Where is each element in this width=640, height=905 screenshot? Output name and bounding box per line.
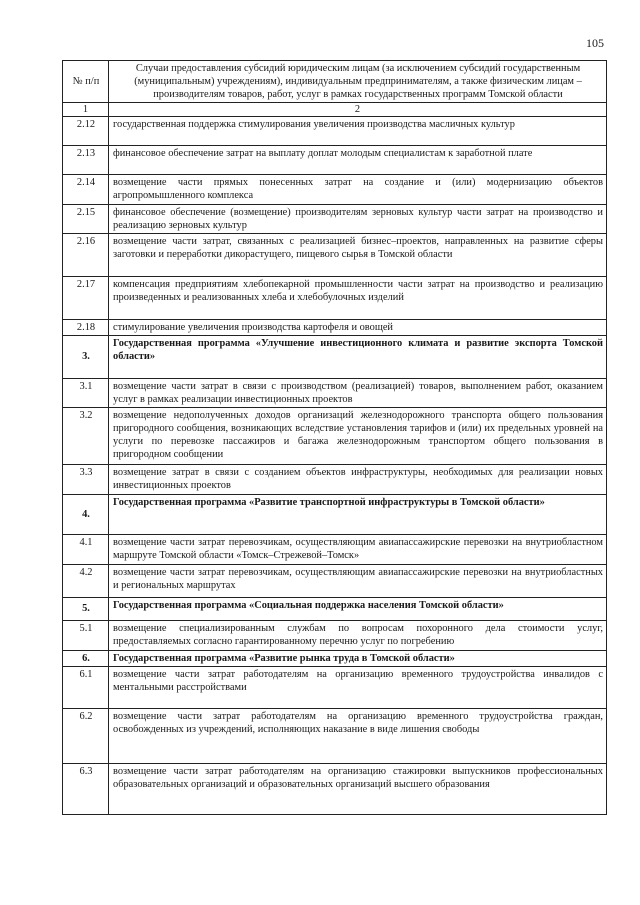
table-row: [63, 233, 607, 276]
header-description-column: Случаи предоставления субсидий юридическим лицам (за исключением субсидий государственным (муниципальным) учреждениям), индивидуальным предпринимателям, а также физическим лицам – производителям товаров, работ, услуг в рамках государственных программ Томской области: [109, 61, 607, 103]
subsidy-case-text: государственная поддержка стимулирования увеличения производства масличных культур: [109, 117, 607, 146]
row-number: 6.2: [63, 709, 109, 764]
subsidy-case-text: возмещение недополученных доходов организаций железнодорожного транспорта общего пользования пригородного сообщения, возникающих вследствие установления тарифов и (или) их предельных уровней на услуги по перевозке пассажиров и багажа железнодорожным транспортом общего пользования в пригородном сообщении: [109, 408, 607, 465]
subsidy-case-text: возмещение части затрат в связи с производством (реализацией) товаров, выполнением работ, оказанием услуг в рамках реализации инвестиционных проектов: [109, 378, 607, 407]
section-row: [63, 651, 607, 667]
subsidy-cases-table: [62, 60, 607, 815]
table-row: [63, 146, 607, 175]
row-number: 6.1: [63, 667, 109, 709]
row-number: 5.: [63, 598, 109, 621]
program-title: Государственная программа «Развитие рынка труда в Томской области»: [109, 651, 607, 667]
subsidy-case-text: возмещение части затрат работодателям на организацию временного трудоустройства граждан, освобожденных из учреждений, исполняющих наказание в виде лишения свободы: [109, 709, 607, 764]
row-number: 2.16: [63, 233, 109, 276]
row-number: 5.1: [63, 621, 109, 651]
row-number: 6.3: [63, 764, 109, 815]
row-number: 4.1: [63, 535, 109, 565]
row-number: 4.2: [63, 565, 109, 598]
column-number-2: 2: [109, 103, 607, 117]
row-number: 2.12: [63, 117, 109, 146]
subsidy-case-text: финансовое обеспечение затрат на выплату доплат молодым специалистам к заработной плате: [109, 146, 607, 175]
table-row: [63, 408, 607, 465]
subsidy-case-text: возмещение специализированным службам по вопросам похоронного дела стоимости услуг, предоставляемых согласно гарантированному перечню услуг по погребению: [109, 621, 607, 651]
subsidy-case-text: возмещение части прямых понесенных затрат на создание и (или) модернизацию объектов агропромышленного комплекса: [109, 175, 607, 204]
table-row: [63, 378, 607, 407]
page-number: 105: [586, 36, 604, 50]
table-row: [63, 276, 607, 319]
row-number: 2.17: [63, 276, 109, 319]
row-number: 3.3: [63, 465, 109, 495]
section-row: [63, 495, 607, 535]
table-row: [63, 204, 607, 233]
row-number: 3.: [63, 335, 109, 378]
row-number: 3.2: [63, 408, 109, 465]
subsidy-case-text: возмещение затрат в связи с созданием объектов инфраструктуры, необходимых для реализации новых инвестиционных проектов: [109, 465, 607, 495]
header-number-column: № п/п: [63, 61, 109, 103]
program-title: Государственная программа «Развитие транспортной инфраструктуры в Томской области»: [109, 495, 607, 535]
table-row: [63, 535, 607, 565]
row-number: 2.15: [63, 204, 109, 233]
table-row: [63, 465, 607, 495]
subsidy-case-text: возмещение части затрат перевозчикам, осуществляющим авиапассажирские перевозки на внутриобластном маршруте Томской области «Томск–Стрежевой–Томск»: [109, 535, 607, 565]
subsidy-case-text: возмещение части затрат, связанных с реализацией бизнес–проектов, направленных на развитие сферы заготовки и переработки дикорастущего, пищевого сырья в Томской области: [109, 233, 607, 276]
row-number: 3.1: [63, 378, 109, 407]
column-number-1: 1: [63, 103, 109, 117]
row-number: 2.14: [63, 175, 109, 204]
row-number: 2.18: [63, 319, 109, 335]
subsidy-case-text: стимулирование увеличения производства картофеля и овощей: [109, 319, 607, 335]
table-row: [63, 667, 607, 709]
row-number: 2.13: [63, 146, 109, 175]
table-row: [63, 117, 607, 146]
subsidy-case-text: финансовое обеспечение (возмещение) производителям зерновых культур части затрат на производство и реализацию зерновых культур: [109, 204, 607, 233]
subsidy-case-text: возмещение части затрат работодателям на организацию стажировки выпускников профессиональных образовательных организаций и образовательных организаций высшего образования: [109, 764, 607, 815]
program-title: Государственная программа «Улучшение инвестиционного климата и развитие экспорта Томской области»: [109, 335, 607, 378]
column-numbers-row: [63, 103, 607, 117]
subsidy-case-text: возмещение части затрат перевозчикам, осуществляющим авиапассажирские перевозки на внутриобластных и региональных маршрутах: [109, 565, 607, 598]
subsidy-case-text: компенсация предприятиям хлебопекарной промышленности части затрат на производство и реализацию произведенных и реализованных хлеба и хлебобулочных изделий: [109, 276, 607, 319]
row-number: 6.: [63, 651, 109, 667]
program-title: Государственная программа «Социальная поддержка населения Томской области»: [109, 598, 607, 621]
table-row: [63, 764, 607, 815]
section-row: [63, 598, 607, 621]
table-row: [63, 565, 607, 598]
section-row: [63, 335, 607, 378]
table-row: [63, 709, 607, 764]
row-number: 4.: [63, 495, 109, 535]
table-header-row: [63, 61, 607, 103]
table-row: [63, 175, 607, 204]
table-row: [63, 621, 607, 651]
subsidy-case-text: возмещение части затрат работодателям на организацию временного трудоустройства инвалидов с ментальными расстройствами: [109, 667, 607, 709]
table-row: [63, 319, 607, 335]
